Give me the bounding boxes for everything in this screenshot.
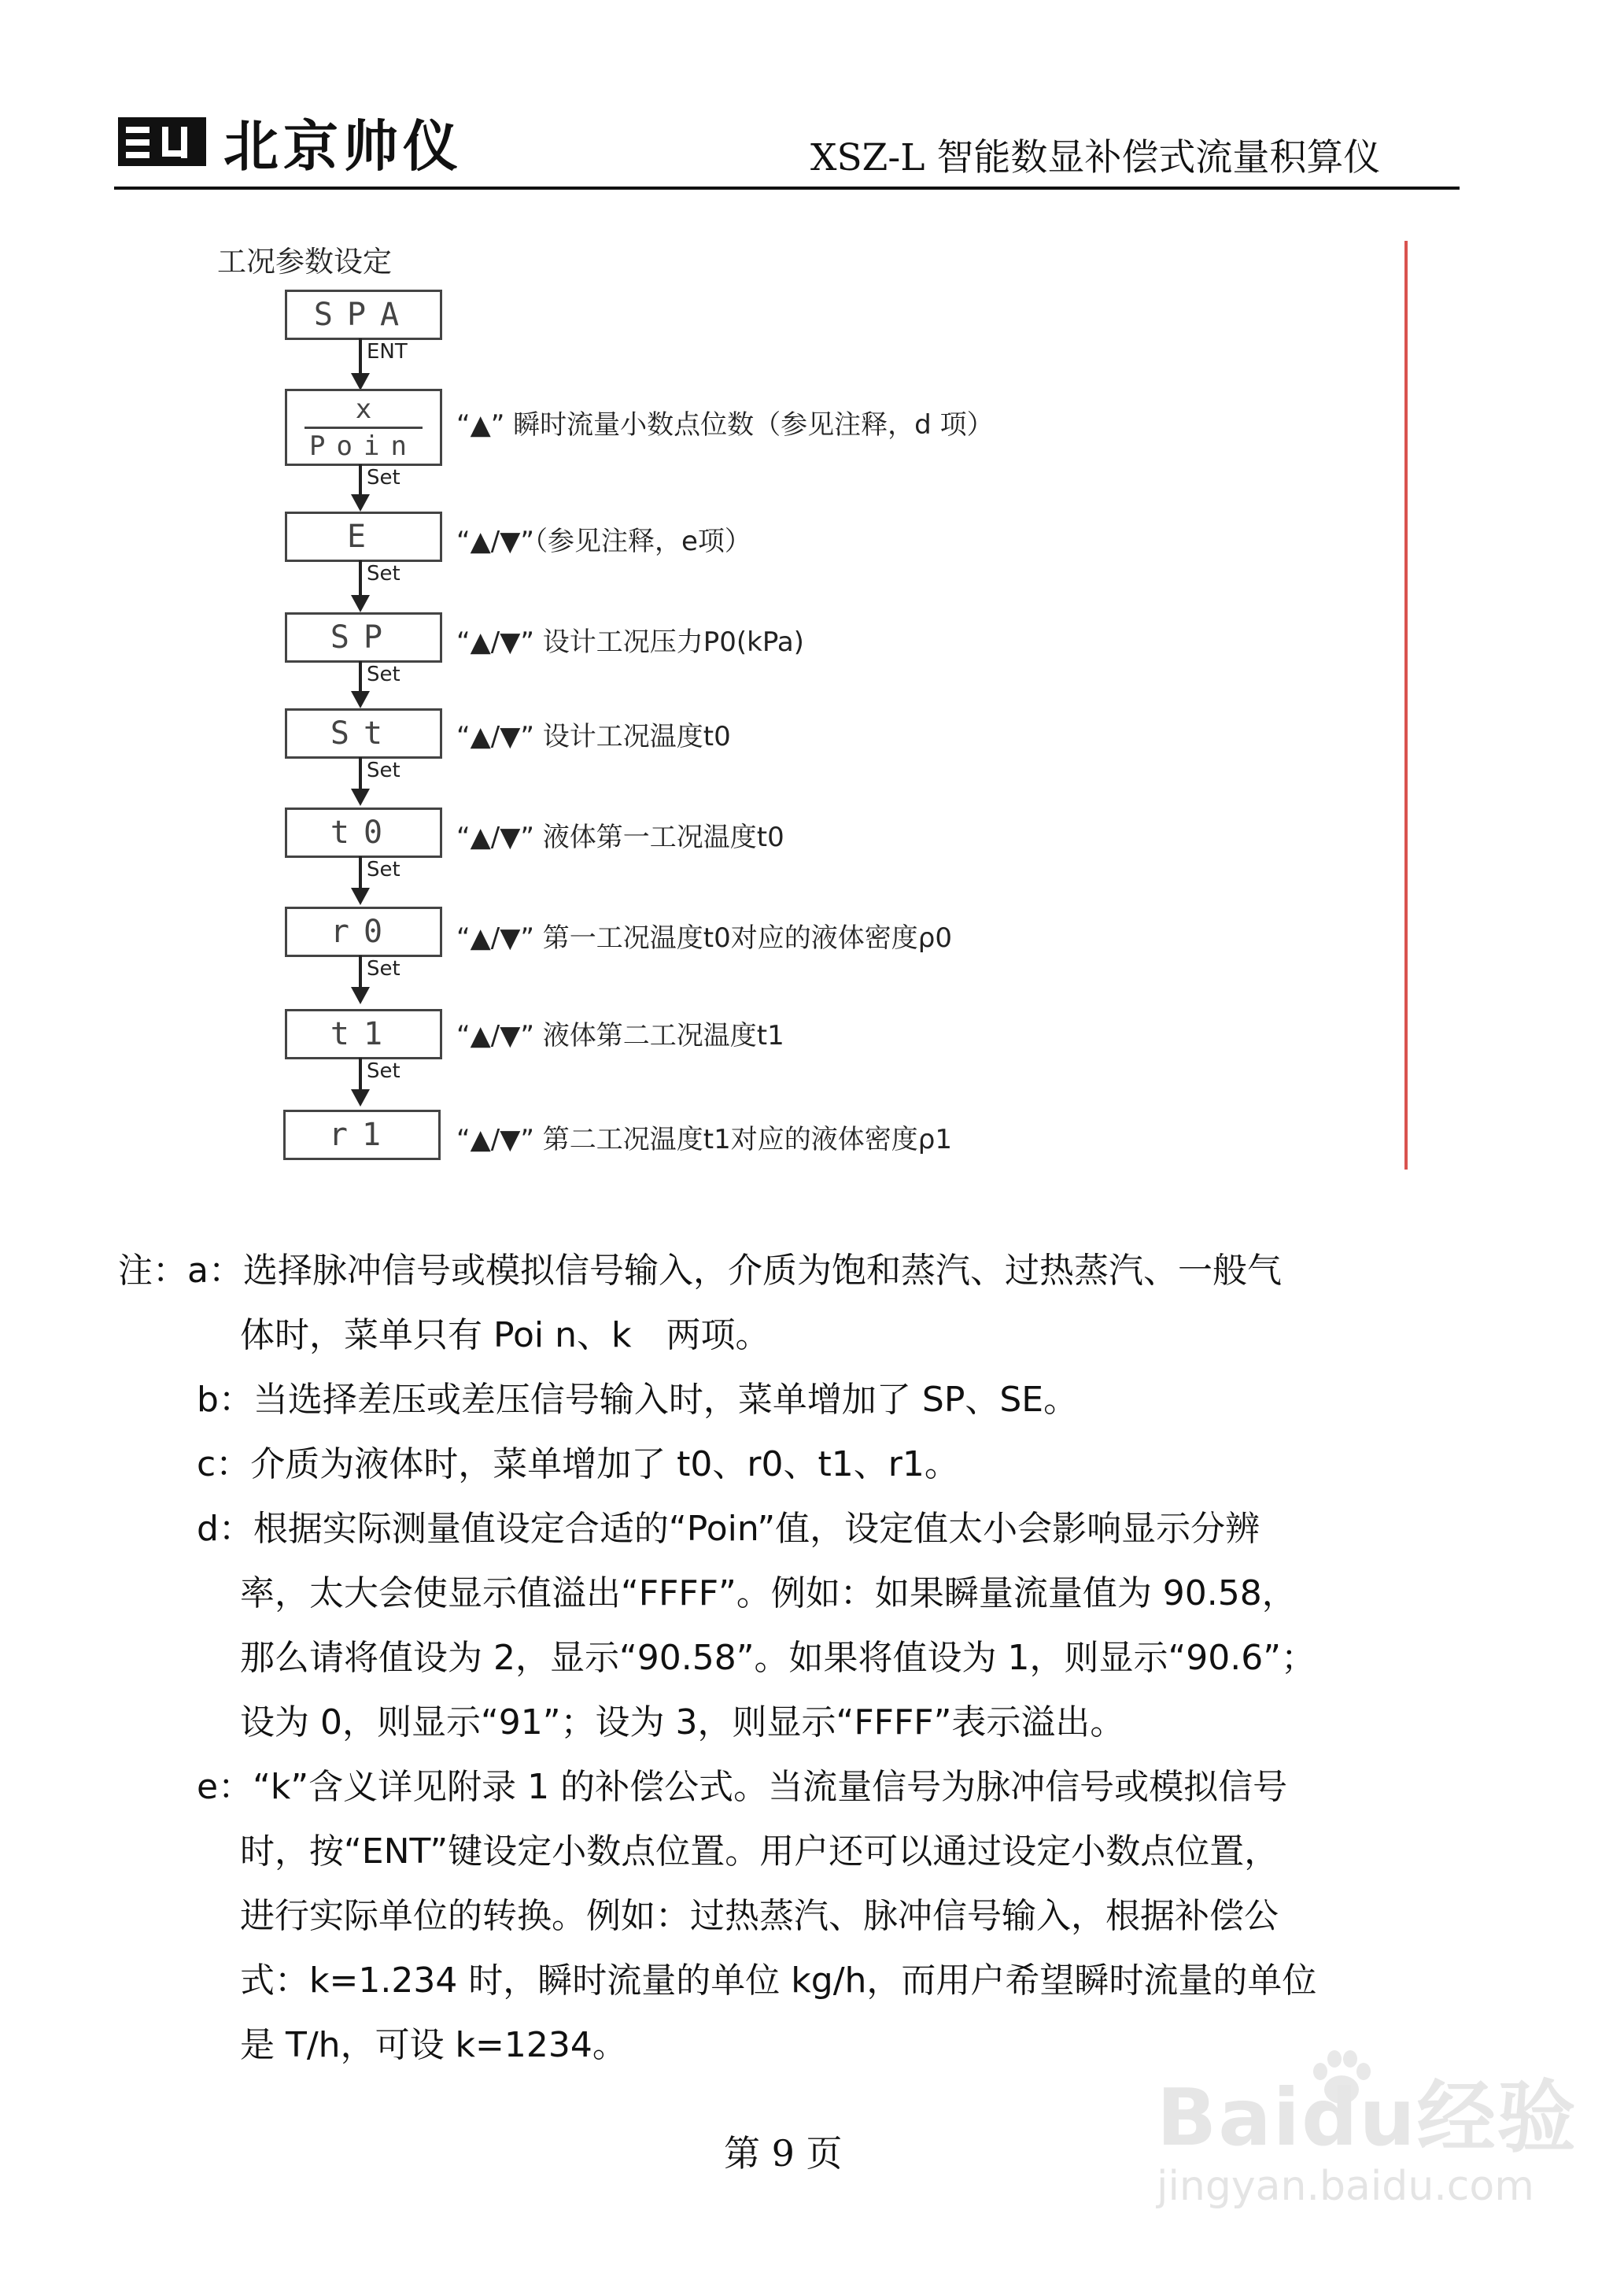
watermark-brand: Baidu经验 xyxy=(1157,2071,1578,2164)
note-e-line4: 式：k=1.234 时，瞬时流量的单位 kg/h，而用户希望瞬时流量的单位 xyxy=(240,1961,1317,2001)
set-label: Set xyxy=(367,858,400,881)
step-desc-poin: “▲” 瞬时流量小数点位数（参见注释，d 项） xyxy=(456,409,994,441)
note-d-line4: 设为 0，则显示“91”；设为 3，则显示“FFFF”表示溢出。 xyxy=(240,1702,1125,1743)
logo-mark xyxy=(118,117,206,166)
set-label: Set xyxy=(367,562,400,586)
set-label: Set xyxy=(367,466,400,490)
note-a-line2: 体时，菜单只有 Poi n、k 两项。 xyxy=(240,1315,770,1355)
note-b: b：当选择差压或差压信号输入时，菜单增加了 SP、SE。 xyxy=(197,1380,1079,1420)
document-title: XSZ-L 智能数显补偿式流量积算仪 xyxy=(810,136,1381,179)
box-top-label: x xyxy=(355,393,372,425)
display-box-r0 xyxy=(285,907,442,957)
box-label: E xyxy=(346,519,381,555)
box-label: St xyxy=(330,715,397,752)
flow-title: 工况参数设定 xyxy=(217,245,392,279)
box-label: t1 xyxy=(330,1016,397,1052)
note-e-line5: 是 T/h，可设 k=1234。 xyxy=(240,2025,627,2065)
step-desc-r0: “▲/▼” 第一工况温度t0对应的液体密度ρ0 xyxy=(456,922,952,954)
box-label: t0 xyxy=(330,815,397,851)
display-box-sp xyxy=(285,612,442,663)
step-desc-e: “▲/▼”（参见注释，e项） xyxy=(456,526,751,557)
margin-line xyxy=(1404,241,1408,1170)
set-label: Set xyxy=(367,663,400,686)
display-box-poin xyxy=(285,389,442,466)
box-label: r1 xyxy=(328,1117,396,1153)
watermark-site: jingyan.baidu.com xyxy=(1157,2163,1534,2210)
step-desc-sp: “▲/▼” 设计工况压力P0(kPa) xyxy=(456,626,804,658)
company-logo xyxy=(118,110,463,179)
display-box-r1 xyxy=(283,1110,441,1160)
box-label: SPA xyxy=(313,297,414,333)
note-c: c：介质为液体时，菜单增加了 t0、r0、t1、r1。 xyxy=(197,1444,959,1484)
note-e-line1: e：“k”含义详见附录 1 的补偿公式。当流量信号为脉冲信号或模拟信号 xyxy=(197,1767,1288,1807)
note-e-line2: 时，按“ENT”键设定小数点位置。用户还可以通过设定小数点位置， xyxy=(240,1831,1279,1872)
set-label: Set xyxy=(367,957,400,981)
box-label: SP xyxy=(330,619,397,656)
display-box-t1 xyxy=(285,1009,442,1059)
step-desc-r1: “▲/▼” 第二工况温度t1对应的液体密度ρ1 xyxy=(456,1124,952,1155)
header-divider xyxy=(114,187,1460,190)
box-bottom-label: Poin xyxy=(309,430,418,462)
set-label: Set xyxy=(367,1059,400,1083)
note-d-line2: 率，太大会使显示值溢出“FFFF”。例如：如果瞬量流量值为 90.58， xyxy=(240,1573,1297,1613)
note-e-line3: 进行实际单位的转换。例如：过热蒸汽、脉冲信号输入，根据补偿公 xyxy=(240,1896,1279,1936)
ent-label: ENT xyxy=(367,340,408,364)
step-desc-t0: “▲/▼” 液体第一工况温度t0 xyxy=(456,822,784,853)
note-d-line3: 那么请将值设为 2，显示“90.58”。如果将值设为 1，则显示“90.6”； xyxy=(240,1638,1316,1678)
display-box-spa xyxy=(285,290,442,340)
box-label: r0 xyxy=(330,914,397,950)
step-desc-st: “▲/▼” 设计工况温度t0 xyxy=(456,721,731,752)
watermark xyxy=(1157,2054,1578,2210)
note-d-line1: d：根据实际测量值设定合适的“Poin”值，设定值太小会影响显示分辨 xyxy=(197,1509,1260,1549)
set-label: Set xyxy=(367,759,400,782)
step-desc-t1: “▲/▼” 液体第二工况温度t1 xyxy=(456,1020,784,1051)
display-box-t0 xyxy=(285,808,442,858)
brand-name: 北京帅仪 xyxy=(223,113,463,179)
display-box-st xyxy=(285,708,442,759)
note-a-line1: 注：a：选择脉冲信号或模拟信号输入，介质为饱和蒸汽、过热蒸汽、一般气 xyxy=(118,1251,1282,1291)
display-box-e xyxy=(285,512,442,562)
page-number: 第 9 页 xyxy=(724,2132,843,2175)
